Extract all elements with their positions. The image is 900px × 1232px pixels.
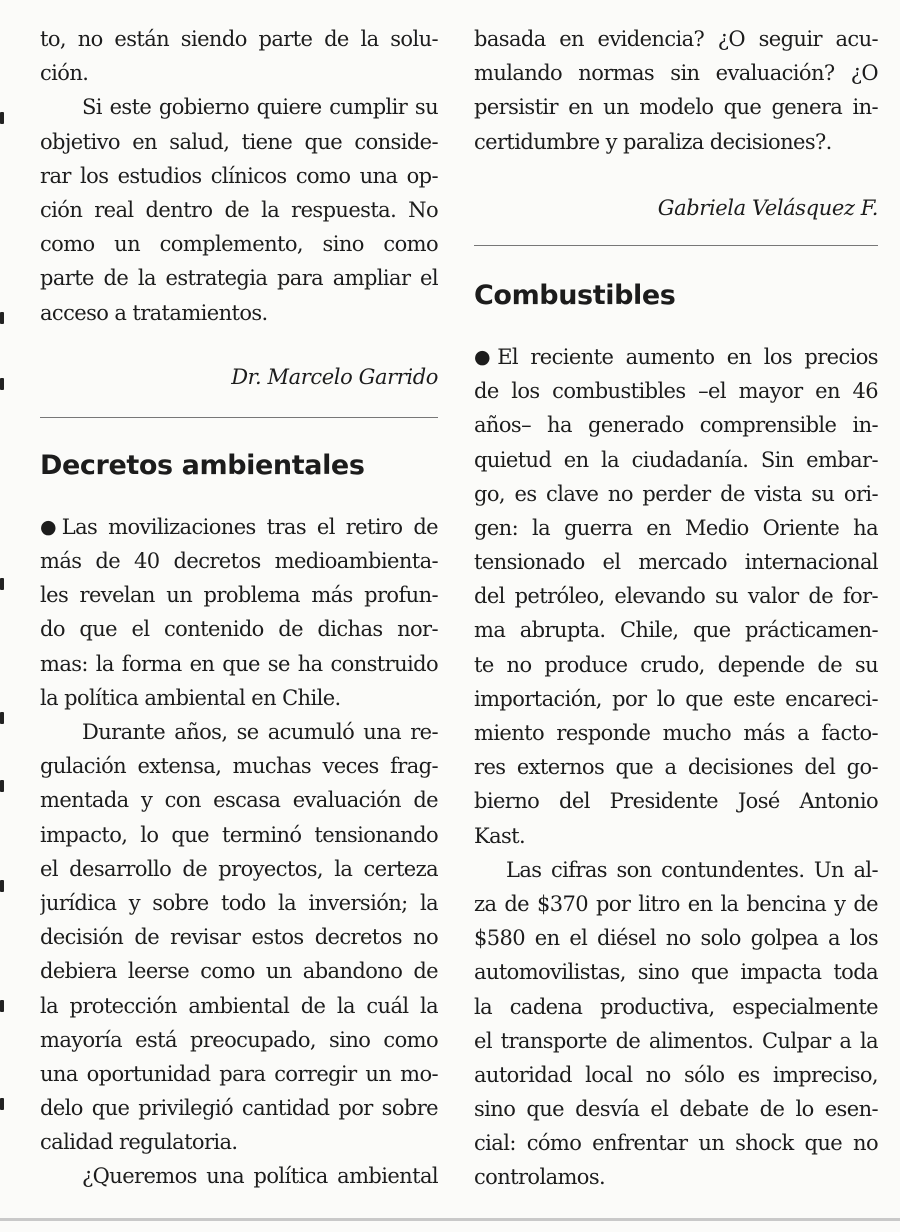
text-line: miento responde mucho más a facto- — [474, 721, 878, 745]
text-line: años– ha generado comprensible in- — [474, 413, 878, 438]
right-paragraph-1 — [474, 22, 878, 159]
author-signature: Gabriela Velásquez F. — [657, 195, 878, 220]
text-line: el desarrollo de proyectos, la certeza — [40, 856, 438, 881]
text-line: acceso a tratamientos. — [40, 300, 268, 325]
text-line: debiera leerse como un abandono de — [40, 959, 438, 984]
text-line: bierno del Presidente José Antonio — [474, 789, 878, 814]
text-line: ¿Queremos una política ambiental — [82, 1164, 438, 1189]
text-line: basada en evidencia? ¿O seguir acu- — [474, 27, 878, 51]
text-line: Durante años, se acumuló una re- — [82, 720, 438, 744]
text-line: delo que privilegió cantidad por sobre — [40, 1096, 438, 1121]
author-signature: Dr. Marcelo Garrido — [231, 364, 438, 389]
text-line: ma abrupta. Chile, que prácticamen- — [474, 618, 878, 643]
text-line: za de $370 por litro en la bencina y de — [474, 891, 878, 916]
text-line: mentada y con escasa evaluación de — [40, 788, 438, 813]
bottom-border — [0, 1218, 900, 1221]
text-line: $580 en el diésel no solo golpea a los — [474, 926, 878, 951]
text-line: parte de la estrategia para ampliar el — [40, 266, 438, 291]
left-paragraph-2 — [40, 90, 438, 329]
text-line-content: El reciente aumento en los precios — [497, 344, 878, 369]
text-line: importación, por lo que este encareci- — [474, 686, 878, 711]
margin-mark — [0, 880, 4, 892]
margin-mark — [0, 578, 4, 590]
text-line: go, es clave no perder de vista su ori- — [474, 481, 878, 506]
text-line: certidumbre y paraliza decisiones?. — [474, 129, 832, 154]
text-line: cial: cómo enfrentar un shock que no — [474, 1131, 878, 1156]
text-line: mulando normas sin evaluación? ¿O — [474, 61, 878, 86]
text-line: controlamos. — [474, 1165, 606, 1190]
section-headline: Decretos ambientales — [40, 449, 365, 481]
text-line: les revelan un problema más profun- — [40, 583, 438, 608]
text-line: ción. — [40, 61, 89, 86]
left-paragraph-4 — [40, 715, 438, 1159]
text-line — [474, 340, 878, 374]
bullet-icon: ● — [40, 515, 61, 538]
text-line: calidad regulatoria. — [40, 1130, 238, 1155]
text-line: el transporte de alimentos. Culpar a la — [474, 1028, 878, 1053]
text-line: persistir en un modelo que genera in- — [474, 95, 878, 120]
text-line: quietud en la ciudadanía. Sin embar- — [474, 447, 878, 472]
text-line: mayoría está preocupado, sino como — [40, 1027, 438, 1052]
text-line: la cadena productiva, especialmente — [474, 994, 878, 1019]
text-line: la protección ambiental de la cuál la — [40, 993, 438, 1018]
left-paragraph-3 — [40, 510, 438, 715]
margin-mark — [0, 712, 4, 724]
margin-mark — [0, 112, 4, 124]
right-paragraph-3 — [474, 853, 878, 1195]
text-line: Kast. — [474, 823, 526, 848]
text-line: automovilistas, sino que impacta toda — [474, 960, 878, 985]
text-line: autoridad local no sólo es impreciso, — [474, 1062, 878, 1087]
text-line: del petróleo, elevando su valor de for- — [474, 584, 878, 609]
left-column — [40, 22, 438, 1194]
text-line: como un complemento, sino como — [40, 232, 438, 257]
text-line: de los combustibles –el mayor en 46 — [474, 379, 878, 404]
right-paragraph-2 — [474, 340, 878, 853]
text-line: sino que desvía el debate de lo esen- — [474, 1097, 878, 1122]
text-line: más de 40 decretos medioambienta- — [40, 549, 438, 574]
text-line: gulación extensa, muchas veces frag- — [40, 754, 438, 779]
margin-mark — [0, 378, 4, 390]
text-line-content: Las movilizaciones tras el retiro de — [61, 514, 438, 539]
right-column — [474, 22, 878, 1195]
bullet-icon: ● — [474, 345, 497, 368]
margin-mark — [0, 312, 4, 324]
section-headline: Combustibles — [474, 279, 676, 311]
text-line: rar los estudios clínicos como una op- — [40, 163, 438, 188]
text-line: una oportunidad para corregir un mo- — [40, 1061, 438, 1086]
text-line: res externos que a decisiones del go- — [474, 755, 878, 780]
left-margin-marks — [0, 0, 8, 1232]
text-line: Las cifras son contundentes. Un al- — [506, 857, 878, 882]
margin-mark — [0, 1098, 4, 1110]
text-line: objetivo en salud, tiene que conside- — [40, 129, 438, 154]
text-line: la política ambiental en Chile. — [40, 685, 341, 710]
margin-mark — [0, 1000, 4, 1012]
text-line: gen: la guerra en Medio Oriente ha — [474, 515, 878, 540]
text-line: decisión de revisar estos decretos no — [40, 925, 438, 950]
left-paragraph-5 — [40, 1159, 438, 1193]
text-line: do que el contenido de dichas nor- — [40, 617, 438, 642]
text-line — [40, 510, 438, 544]
text-line: tensionado el mercado internacional — [474, 550, 878, 575]
margin-mark — [0, 780, 4, 792]
text-line: Si este gobierno quiere cumplir su — [82, 95, 438, 120]
text-line: jurídica y sobre todo la inversión; la — [40, 890, 438, 915]
text-line: to, no están siendo parte de la solu- — [40, 27, 438, 51]
text-line: te no produce crudo, depende de su — [474, 652, 878, 677]
left-paragraph-1 — [40, 22, 438, 90]
text-line: ción real dentro de la respuesta. No — [40, 197, 438, 222]
text-line: impacto, lo que terminó tensionando — [40, 822, 438, 847]
text-line: mas: la forma en que se ha construido — [40, 651, 438, 676]
